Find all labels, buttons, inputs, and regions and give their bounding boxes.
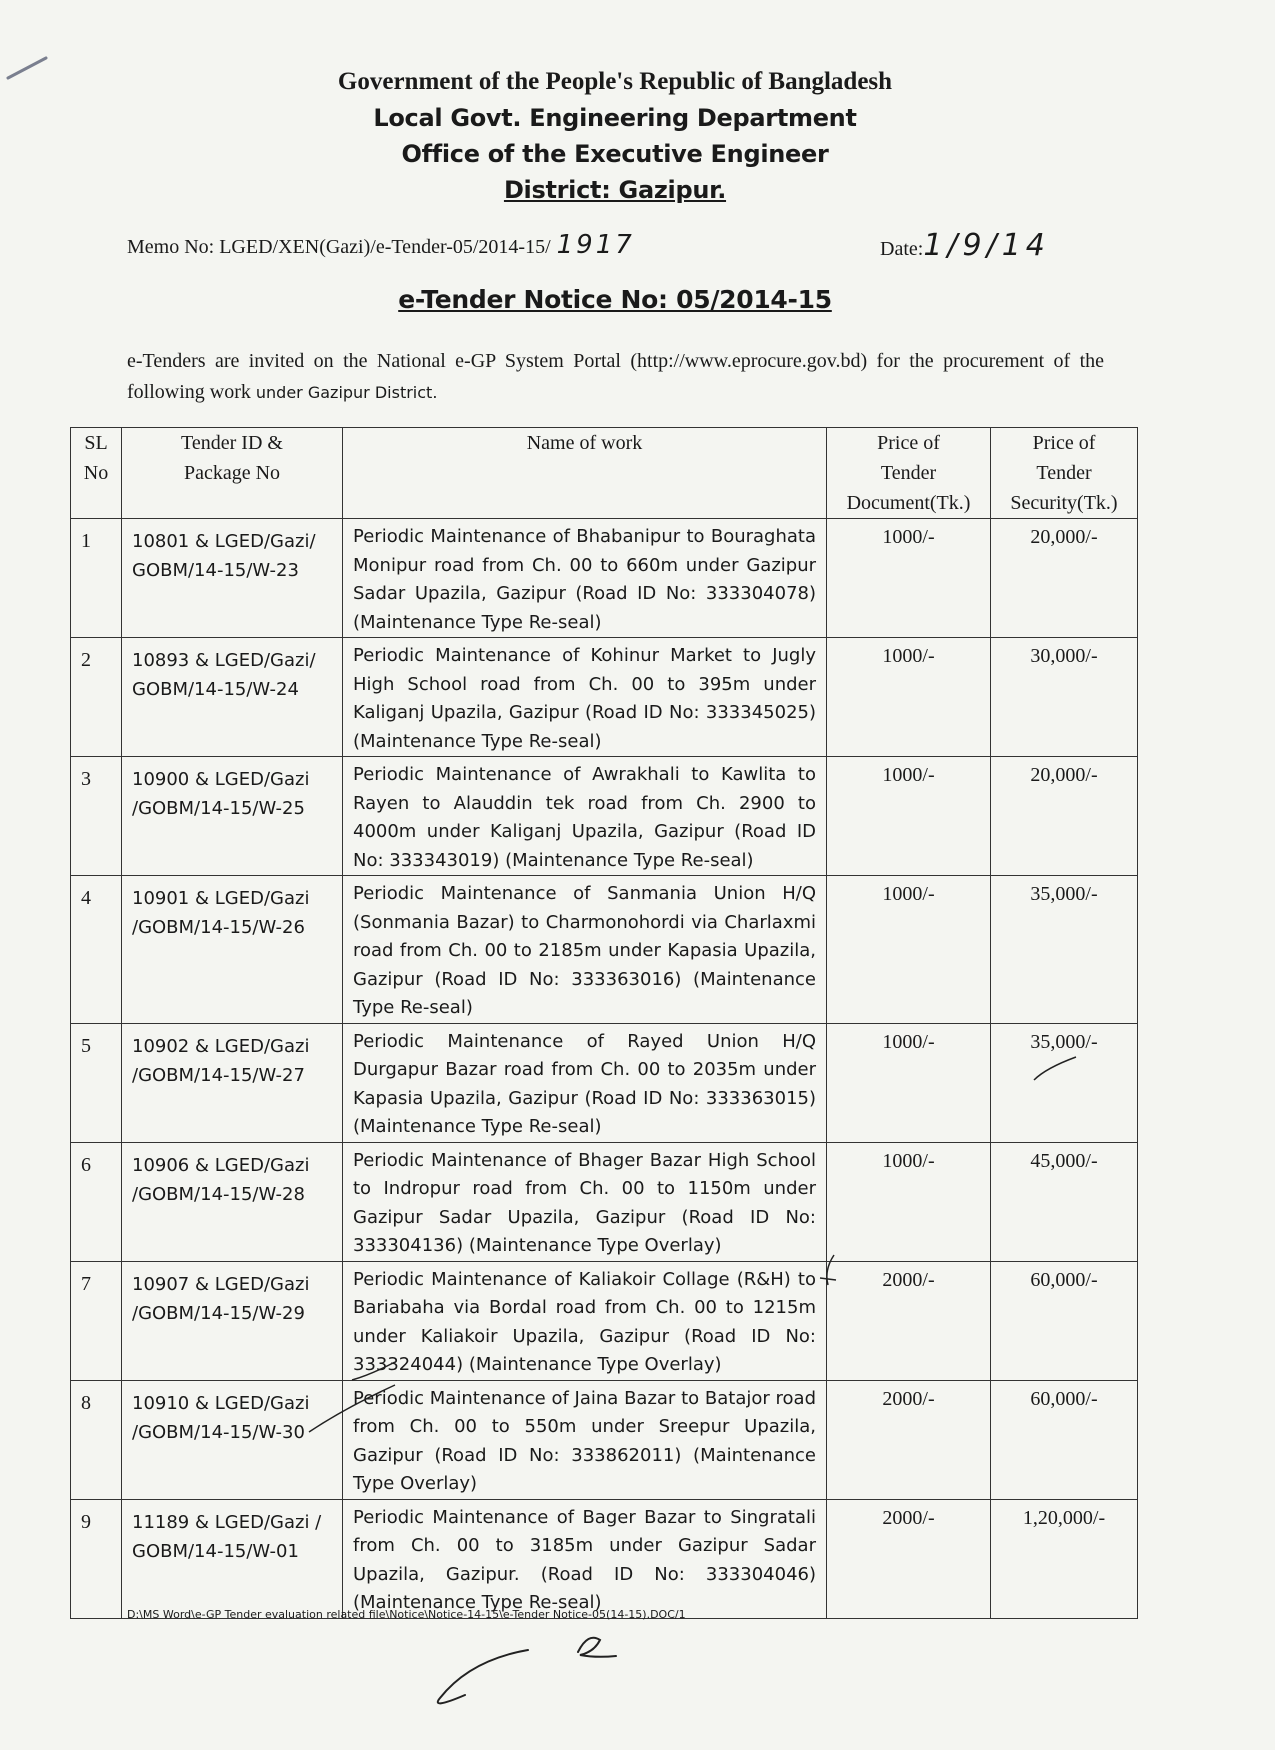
header-sec-line: Tender xyxy=(1036,462,1092,484)
table-row xyxy=(71,519,1138,638)
cell-doc-price: 1000/- xyxy=(827,757,991,876)
header-doc-line: Document(Tk.) xyxy=(846,492,971,514)
cell-tender-id: 10902 & LGED/Gazi /GOBM/14-15/W-27 xyxy=(122,1023,343,1142)
cell-work: Periodic Maintenance of Rayed Union H/Q Durgapur Bazar road from Ch. 00 to 2035m under Kapasia Upazila, Gazipur (Road ID No: 333363015) (Maintenance Type Re-seal) xyxy=(343,1023,827,1142)
header-tender-line: Tender ID & xyxy=(181,432,283,454)
cell-security-price: 60,000/- xyxy=(991,1261,1138,1380)
table-row xyxy=(71,638,1138,757)
cell-security-price: 60,000/- xyxy=(991,1380,1138,1499)
cell-doc-price: 1000/- xyxy=(827,876,991,1024)
cell-security-price: 30,000/- xyxy=(991,638,1138,757)
cell-work: Periodic Maintenance of Bager Bazar to Singratali from Ch. 00 to 3185m under Gazipur Sadar Upazila, Gazipur. (Road ID No: 333304046) (Maintenance Type Re-seal) xyxy=(343,1499,827,1618)
memo-number: 1917 xyxy=(556,230,635,260)
cell-tender-id: 10893 & LGED/Gazi/ GOBM/14-15/W-24 xyxy=(122,638,343,757)
memo-line xyxy=(127,230,635,260)
signature-mark xyxy=(438,1638,616,1704)
header-sl-line: SL xyxy=(84,432,108,454)
cell-work: Periodic Maintenance of Kaliakoir Collage (R&H) to Bariabaha via Bordal road from Ch. 00 to 1215m under Kaliakoir Upazila, Gazipur (Road ID No: 333324044) (Maintenance Type Overlay) xyxy=(343,1261,827,1380)
date-value: 1/9/14 xyxy=(923,228,1050,263)
cell-security-price: 45,000/- xyxy=(991,1142,1138,1261)
intro-text: e-Tenders are invited on the National e-GP System Portal (http://www.eprocure.gov.bd) for the procurement of the following work xyxy=(127,350,1104,403)
notice-title-text: e-Tender Notice No: 05/2014-15 xyxy=(398,285,832,314)
header-sl xyxy=(71,428,122,519)
cell-tender-id: 10801 & LGED/Gazi/ GOBM/14-15/W-23 xyxy=(122,519,343,638)
cell-tender-id: 10910 & LGED/Gazi /GOBM/14-15/W-30 xyxy=(122,1380,343,1499)
date-line xyxy=(880,228,1050,263)
cell-doc-price: 2000/- xyxy=(827,1261,991,1380)
cell-sl: 6 xyxy=(71,1142,122,1261)
table-row xyxy=(71,1380,1138,1499)
notice-title xyxy=(0,285,1230,314)
government-heading: Government of the People's Republic of Bangladesh xyxy=(337,68,893,95)
cell-doc-price: 1000/- xyxy=(827,1023,991,1142)
table-row xyxy=(71,757,1138,876)
intro-paragraph xyxy=(127,346,1104,408)
cell-work: Periodic Maintenance of Kohinur Market to Jugly High School road from Ch. 00 to 395m under Kaliganj Upazila, Gazipur (Road ID No: 333345025) (Maintenance Type Re-seal) xyxy=(343,638,827,757)
cell-tender-id: 11189 & LGED/Gazi / GOBM/14-15/W-01 xyxy=(122,1499,343,1618)
cell-sl: 4 xyxy=(71,876,122,1024)
table-row xyxy=(71,1142,1138,1261)
cell-work: Periodic Maintenance of Awrakhali to Kawlita to Rayen to Alauddin tek road from Ch. 2900 to 4000m under Kaliganj Upazila, Gazipur (Road ID No: 333343019) (Maintenance Type Re-seal) xyxy=(343,757,827,876)
cell-doc-price: 2000/- xyxy=(827,1380,991,1499)
cell-doc-price: 1000/- xyxy=(827,1142,991,1261)
cell-work: Periodic Maintenance of Bhager Bazar High School to Indropur road from Ch. 00 to 1150m under Gazipur Sadar Upazila, Gazipur (Road ID No: 333304136) (Maintenance Type Overlay) xyxy=(343,1142,827,1261)
cell-security-price: 20,000/- xyxy=(991,519,1138,638)
district-heading-text: District: Gazipur. xyxy=(503,176,727,204)
cell-doc-price: 2000/- xyxy=(827,1499,991,1618)
cell-security-price: 35,000/- xyxy=(991,876,1138,1024)
header-doc-line: Price of xyxy=(877,432,940,454)
cell-work: Periodic Maintenance of Bhabanipur to Bouraghata Monipur road from Ch. 00 to 660m under Gazipur Sadar Upazila, Gazipur (Road ID No: 333304078) (Maintenance Type Re-seal) xyxy=(343,519,827,638)
office-heading: Office of the Executive Engineer xyxy=(401,140,829,168)
header-doc-line: Tender xyxy=(880,462,937,484)
cell-work: Periodic Maintenance of Sanmania Union H/Q (Sonmania Bazar) to Charmonohordi via Charlaxmi road from Ch. 00 to 2185m under Kapasia Upazila, Gazipur (Road ID No: 333363016) (Maintenance Type Re-seal) xyxy=(343,876,827,1024)
cell-security-price: 20,000/- xyxy=(991,757,1138,876)
header-work-line: Name of work xyxy=(526,432,643,454)
table-header-row xyxy=(71,428,1138,519)
header-sec-line: Price of xyxy=(1032,432,1096,454)
cell-tender-id: 10906 & LGED/Gazi /GOBM/14-15/W-28 xyxy=(122,1142,343,1261)
header-sec-line: Security(Tk.) xyxy=(1010,492,1118,514)
file-path-footer: D:\MS Word\e-GP Tender evaluation related file\Notice\Notice-14-15\e-Tender Notice-05(14-15).DOC/1 xyxy=(127,1608,686,1621)
intro-tail: under Gazipur District. xyxy=(255,383,438,402)
header-name-of-work xyxy=(343,428,827,519)
cell-sl: 5 xyxy=(71,1023,122,1142)
cell-work: Periodic Maintenance of Jaina Bazar to Batajor road from Ch. 00 to 550m under Sreepur Upazila, Gazipur (Road ID No: 333862011) (Maintenance Type Overlay) xyxy=(343,1380,827,1499)
header-doc-price xyxy=(827,428,991,519)
header-sl-line: No xyxy=(83,462,109,484)
cell-tender-id: 10900 & LGED/Gazi /GOBM/14-15/W-25 xyxy=(122,757,343,876)
cell-tender-id: 10901 & LGED/Gazi /GOBM/14-15/W-26 xyxy=(122,876,343,1024)
table-row xyxy=(71,1499,1138,1618)
cell-sl: 8 xyxy=(71,1380,122,1499)
tender-table xyxy=(70,427,1138,1619)
memo-label: Memo No: LGED/XEN(Gazi)/e-Tender-05/2014-15/ xyxy=(127,236,551,258)
table-row xyxy=(71,1023,1138,1142)
table-row xyxy=(71,876,1138,1024)
district-heading xyxy=(0,176,1230,204)
cell-security-price: 35,000/- xyxy=(991,1023,1138,1142)
header-security-price xyxy=(991,428,1138,519)
date-label: Date: xyxy=(880,238,924,260)
cell-sl: 1 xyxy=(71,519,122,638)
cell-sl: 2 xyxy=(71,638,122,757)
cell-sl: 9 xyxy=(71,1499,122,1618)
cell-security-price: 1,20,000/- xyxy=(991,1499,1138,1618)
department-heading: Local Govt. Engineering Department xyxy=(373,104,857,132)
cell-sl: 7 xyxy=(71,1261,122,1380)
cell-tender-id: 10907 & LGED/Gazi /GOBM/14-15/W-29 xyxy=(122,1261,343,1380)
header-tender-line: Package No xyxy=(183,462,281,484)
header-tender-id xyxy=(122,428,343,519)
table-row xyxy=(71,1261,1138,1380)
cell-sl: 3 xyxy=(71,757,122,876)
cell-doc-price: 1000/- xyxy=(827,638,991,757)
cell-doc-price: 1000/- xyxy=(827,519,991,638)
